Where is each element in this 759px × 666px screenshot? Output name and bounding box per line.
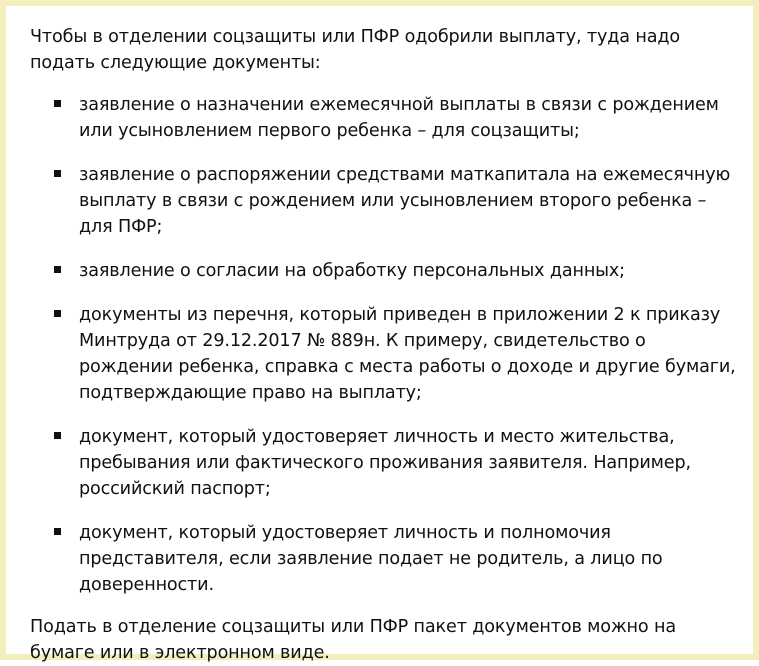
list-item <box>30 302 742 406</box>
list-item-text: документ, который удостоверяет личность и полномочия представителя, если заявление подает не родитель, а лицо по доверенности. <box>79 523 663 595</box>
required-documents-list <box>30 92 742 598</box>
document-content <box>30 24 742 666</box>
list-item-text: документ, который удостоверяет личность и место жительства, пребывания или фактического проживания заявителя. Например, российский паспорт; <box>79 427 691 499</box>
square-bullet-icon <box>54 528 61 535</box>
list-item <box>30 520 742 598</box>
list-item <box>30 258 742 284</box>
list-item-text: заявление о распоряжении средствами маткапитала на ежемесячную выплату в связи с рождением или усыновлением второго ребенка – для ПФР; <box>79 165 731 237</box>
list-item-text: документы из перечня, который приведен в приложении 2 к приказу Минтруда от 29.12.2017 № 889н. К примеру, свидетельство о рождении ребенка, справка с места работы о доходе и другие бумаги, подтверждающие право на выплату; <box>79 305 736 403</box>
square-bullet-icon <box>54 170 61 177</box>
square-bullet-icon <box>54 432 61 439</box>
list-item <box>30 162 742 240</box>
square-bullet-icon <box>54 266 61 273</box>
list-item <box>30 424 742 502</box>
square-bullet-icon <box>54 100 61 107</box>
outro-paragraph: Подать в отделение соцзащиты или ПФР пакет документов можно на бумаге или в электронном виде. <box>30 617 676 663</box>
list-item-text: заявление о назначении ежемесячной выплаты в связи с рождением или усыновлением первого ребенка – для соцзащиты; <box>79 95 719 141</box>
intro-paragraph: Чтобы в отделении соцзащиты или ПФР одобрили выплату, туда надо подать следующие документы: <box>30 27 680 73</box>
list-item-text: заявление о согласии на обработку персональных данных; <box>79 261 625 281</box>
list-item <box>30 92 742 144</box>
square-bullet-icon <box>54 310 61 317</box>
